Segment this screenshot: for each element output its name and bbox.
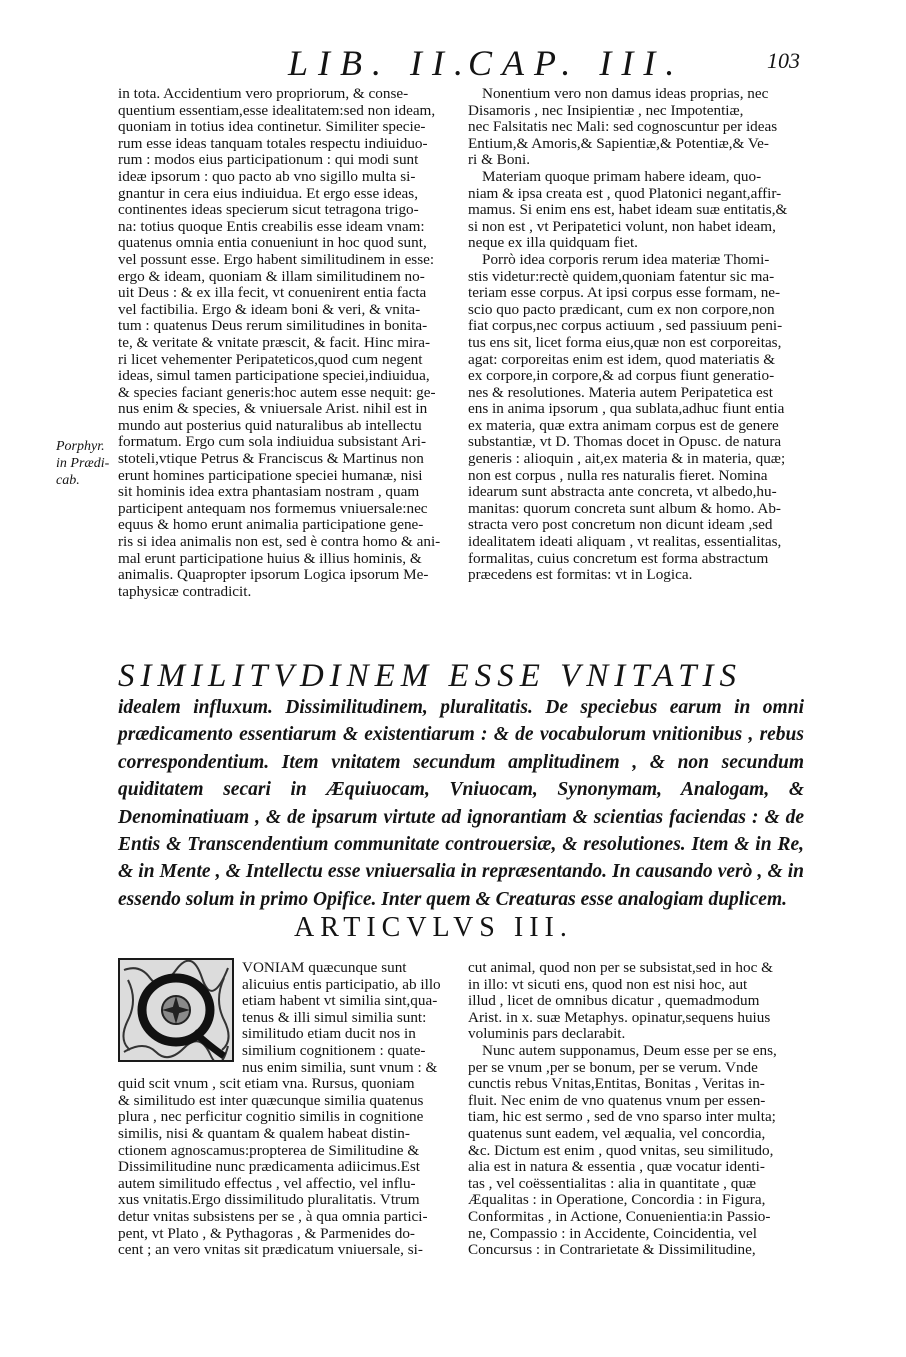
text-line: voluminis pars declarabit. [468,1025,626,1043]
text-line: quatenus omnia entia conueniunt in hoc quod sunt, [118,234,427,252]
text-line: quentium essentiam,esse idealitatem:sed non ideam, [118,101,436,119]
bottom-right-column [468,960,798,1259]
text-line: cunctis rebus Vnitas,Entitas, Bonitas , Veritas in- [468,1075,765,1093]
text-line: Porrò idea corporis rerum idea materiæ Thomi- [482,250,770,268]
text-line: ris si idea animalis non est, sed è contra homo & ani- [118,533,441,551]
text-line: similium cognitionem : quate- [242,1041,426,1059]
text-line: tas , vel coëssentialitas : alia in quantitate , quæ [468,1174,757,1192]
text-line: &c. Dictum est enim , quod vnitas, seu similitudo, [468,1141,774,1159]
text-line: & similitudo est inter quæcunque similia quatenus [118,1091,424,1109]
text-line: Concursus : in Contrarietate & Dissimilitudine, [468,1241,756,1259]
text-line: Æqualitas : in Operatione, Concordia : in Figura, [468,1191,766,1209]
text-line: formatum. Ergo cum sola indiuidua subsistant Ari- [118,433,427,451]
top-right-column [468,86,798,584]
text-line: mundo aut posterius quid naturalibus ab intellectu [118,416,422,434]
text-line: pent, vt Plato , & Pythagoras , & Parmenides do- [118,1224,415,1242]
page-number: 103 [767,48,800,73]
text-line: Arist. in x. suæ Metaphys. opinatur,sequens huius [468,1008,771,1026]
heading-summary: idealem influxum. Dissimilitudinem, pluralitatis. De speciebus earum in omni prædicamento essentiarum & existentiarum : & de vocabulorum vnitionibus , rebus correspondentium. Item vnitatem secundum amplitudinem , & non secundum quiditatem secari in Æquiuocam, Vniuocam, Synonymam, Analogam, & Denominatiuam , & de ipsarum virtute ad ignorantiam & scientias faciendas : & de Entis & Transcendentium communitate controuersiæ, & resolutiones. Item & in Re, & in Mente , & Intellectu esse vniuersalia in repræsentando. In causando verò , & in essendo solum in primo Opifice. Inter quem & Creaturas esse analogiam duplicem. [118,697,804,910]
section-heading [118,658,804,913]
text-line: VONIAM quæcunque sunt [242,959,407,976]
text-line: na: totius quoque Entis creabilis esse ideam vnam: [118,217,425,235]
text-line: fluit. Nec enim de vno quatenus vnum per essen- [468,1091,766,1109]
text-line: Entium,& Amoris,& Sapientiæ,& Potentiæ,& Ve- [468,134,769,152]
text-line: nus enim & species, & vniuersale Arist. nihil est in [118,400,428,418]
text-line: & species faciant generis:hoc autem esse nequit: ge- [118,383,436,401]
text-line: alia est in natura & essentia , quæ vocatur identi- [468,1158,765,1176]
text-line: substantiæ, vt D. Thomas docet in Opusc. de natura [468,433,782,451]
text-line: cent ; an vero vnitas sit prædicatum vniuersale, si- [118,1241,423,1259]
text-line: stoteli,vtique Petrus & Franciscus & Martinus non [118,450,424,468]
text-line: ideæ ipsorum : quo pacto ab vno sigillo multa si- [118,167,416,185]
text-line: manitas: quorum concreta sunt album & homo. Ab- [468,499,781,517]
text-line: tum : quatenus Deus rerum similitudines in bonita- [118,317,428,335]
text-line: taphysicæ contradicit. [118,582,252,600]
text-line: ideas, simul tamen participatione speciei,indiuidua, [118,367,430,385]
text-line: nus enim similia, sunt vnum : & [242,1058,438,1076]
text-line: agat: corporeitas enim est idem, quod materiatis & [468,350,776,368]
text-line: in illo: vt sicuti ens, quod non est nisi hoc, aut [468,975,748,993]
text-line: plura , nec perficitur cognitio similis in cognitione [118,1108,424,1126]
text-line: ne, Compassio : in Accidente, Coincidentia, vel [468,1224,757,1242]
text-line: ri & Boni. [468,151,531,169]
text-line: vel factibilia. Ergo & ideam boni & veri, & vnita- [118,300,421,318]
running-head-chapter: CAP. III. [468,43,685,83]
text-line: sit hominis idea extra phantasiam nostram , quam [118,483,420,501]
text-line: scio quo pacto prædicant, cum ex non corpore,non [468,300,775,318]
text-line: si non est , vt Peripatetici volunt, non habet ideam, [468,217,776,235]
text-line: equus & homo erunt animalia participatione gene- [118,516,424,534]
text-line: quatenus sunt eadem, vel æqualia, vel concordia, [468,1124,766,1142]
text-line: erunt homines participatione speciei humanæ, nisi [118,466,423,484]
text-line: illud , licet de omnibus dicatur , quemadmodum [468,992,760,1010]
text-line: non est corpus , nulla res naturalis fieret. Nomina [468,466,768,484]
text-line: fiat corpus,nec corpus actiuum , sed passiuum peni- [468,317,783,335]
text-line: te, & veritate & vnitate præscit, & facit. Hinc mira- [118,333,431,351]
text-line: tus ens sit, licet forma eius,quæ non est corporeitas, [468,333,782,351]
text-line: alicuius entis participatio, ab illo [242,975,441,993]
text-line: quoniam in totius idea continetur. Similiter specie- [118,118,426,136]
text-line: teriam esse corpus. At ipsi corpus esse formam, ne- [468,284,781,302]
text-line: similitudo etiam ducit nos in [242,1025,416,1043]
text-line: stracta vero post concretum non dicunt ideam ,sed [468,516,773,534]
running-head [280,40,800,83]
margin-note [56,438,118,489]
text-line: ri licet vehementer Peripateticos,quod cum negent [118,350,423,368]
margin-note-line: Porphyr. [56,439,105,454]
text-line: Nunc autem supponamus, Deum esse per se ens, [482,1041,777,1059]
text-line: generis : alioquin , ait,ex materia & in materia, quæ; [468,450,786,468]
text-line: tiam, hic est sermo , sed de vno sparso inter multa; [468,1108,776,1126]
text-line: niam & ipsa creata est , quod Platonici negant,affir- [468,184,782,202]
running-head-book: LIB. II. [288,43,473,83]
text-line: nec Falsitatis nec Mali: sed cognoscuntur per ideas [468,118,778,136]
text-line: in tota. Accidentium vero propriorum, & conse- [118,85,409,102]
text-line: Nonentium vero non damus ideas proprias, nec [482,85,769,102]
text-line: idearum sunt abstracta ante concreta, vt albedo,hu- [468,483,777,501]
text-line: continentes ideas specierum sicut tetragona trigo- [118,201,419,219]
text-line: animalis. Quapropter ipsorum Logica ipsorum Me- [118,566,429,584]
text-line: rum : modos eius participationum : qui modi sunt [118,151,419,169]
bottom-left-column [118,960,455,1259]
text-line: rum esse ideas tanquam totales respectu indiuiduo- [118,134,428,152]
text-line: participent antequam nos formemus vniuersale:nec [118,499,428,517]
text-line: quid scit vnum , scit etiam vna. Rursus, quoniam [118,1075,415,1093]
text-line: ergo & ideam, quoniam & illam similitudinem no- [118,267,425,285]
text-line: detur vnitas subsistens per se , à qua omnia partici- [118,1207,428,1225]
text-line: Conformitas , in Actione, Conuenientia:in Passio- [468,1207,771,1225]
text-line: mamus. Si enim ens est, habet ideam suæ entitatis,& [468,201,788,219]
margin-note-line: cab. [56,473,80,488]
text-line: autem similitudo effectus , vel affectio, vel influ- [118,1174,416,1192]
text-line: ctionem agnoscamus:propterea de Similitudine & [118,1141,420,1159]
text-line: Dissimilitudine nunc prædicamenta adiicimus.Est [118,1158,421,1176]
text-line: etiam habent vt similia sint,qua- [242,992,438,1010]
heading-main: SIMILITVDINEM ESSE VNITATIS [118,658,742,694]
text-line: ex corpore,in corpore,& ad corpus fiunt generatio- [468,367,775,385]
text-line: stis videtur:rectè quidem,quoniam fatentur sic ma- [468,267,775,285]
text-line: tenus & illi simul similia sunt: [242,1008,427,1026]
text-line: uit Deus : & ex illa fecit, vt conuenirent entia facta [118,284,427,302]
text-line: nes & resolutiones. Materia autem Peripatetica est [468,383,773,401]
text-line: præcedens est formitas: vt in Logica. [468,566,693,584]
top-left-column [118,86,454,600]
text-line: xus vnitatis.Ergo dissimilitudo pluralitatis. Vtrum [118,1191,420,1209]
text-line: Disamoris , nec Insipientiæ , nec Impotentiæ, [468,101,744,119]
text-line: cut animal, quod non per se subsistat,sed in hoc & [468,959,773,976]
text-line: formalitas, cuius concretum est forma abstractum [468,549,769,567]
text-line: idealitatem ideati aliquam , vt realitas, essentialitas, [468,533,782,551]
text-line: Materiam quoque primam habere ideam, quo- [482,167,762,185]
text-line: mal erunt participatione huius & illius hominis, & [118,549,422,567]
text-line: vel possunt esse. Ergo habent similitudinem in esse: [118,250,435,268]
text-line: per se vnum ,per se bonum, per se verum. Vnde [468,1058,758,1076]
text-line: ens in anima ipsorum , qua sublata,adhuc fiunt entia [468,400,785,418]
text-line: similis, nisi & quantam & qualem habeat distin- [118,1124,410,1142]
article-title: ARTICVLVS III. [294,912,573,943]
text-line: ex materia, quæ extra animam corpus est de genere [468,416,779,434]
text-line: gnantur in cera eius indiuidua. Et ergo esse ideas, [118,184,419,202]
margin-note-line: in Prædi- [56,456,110,471]
text-line: neque ex illa quidquam fiet. [468,234,638,252]
